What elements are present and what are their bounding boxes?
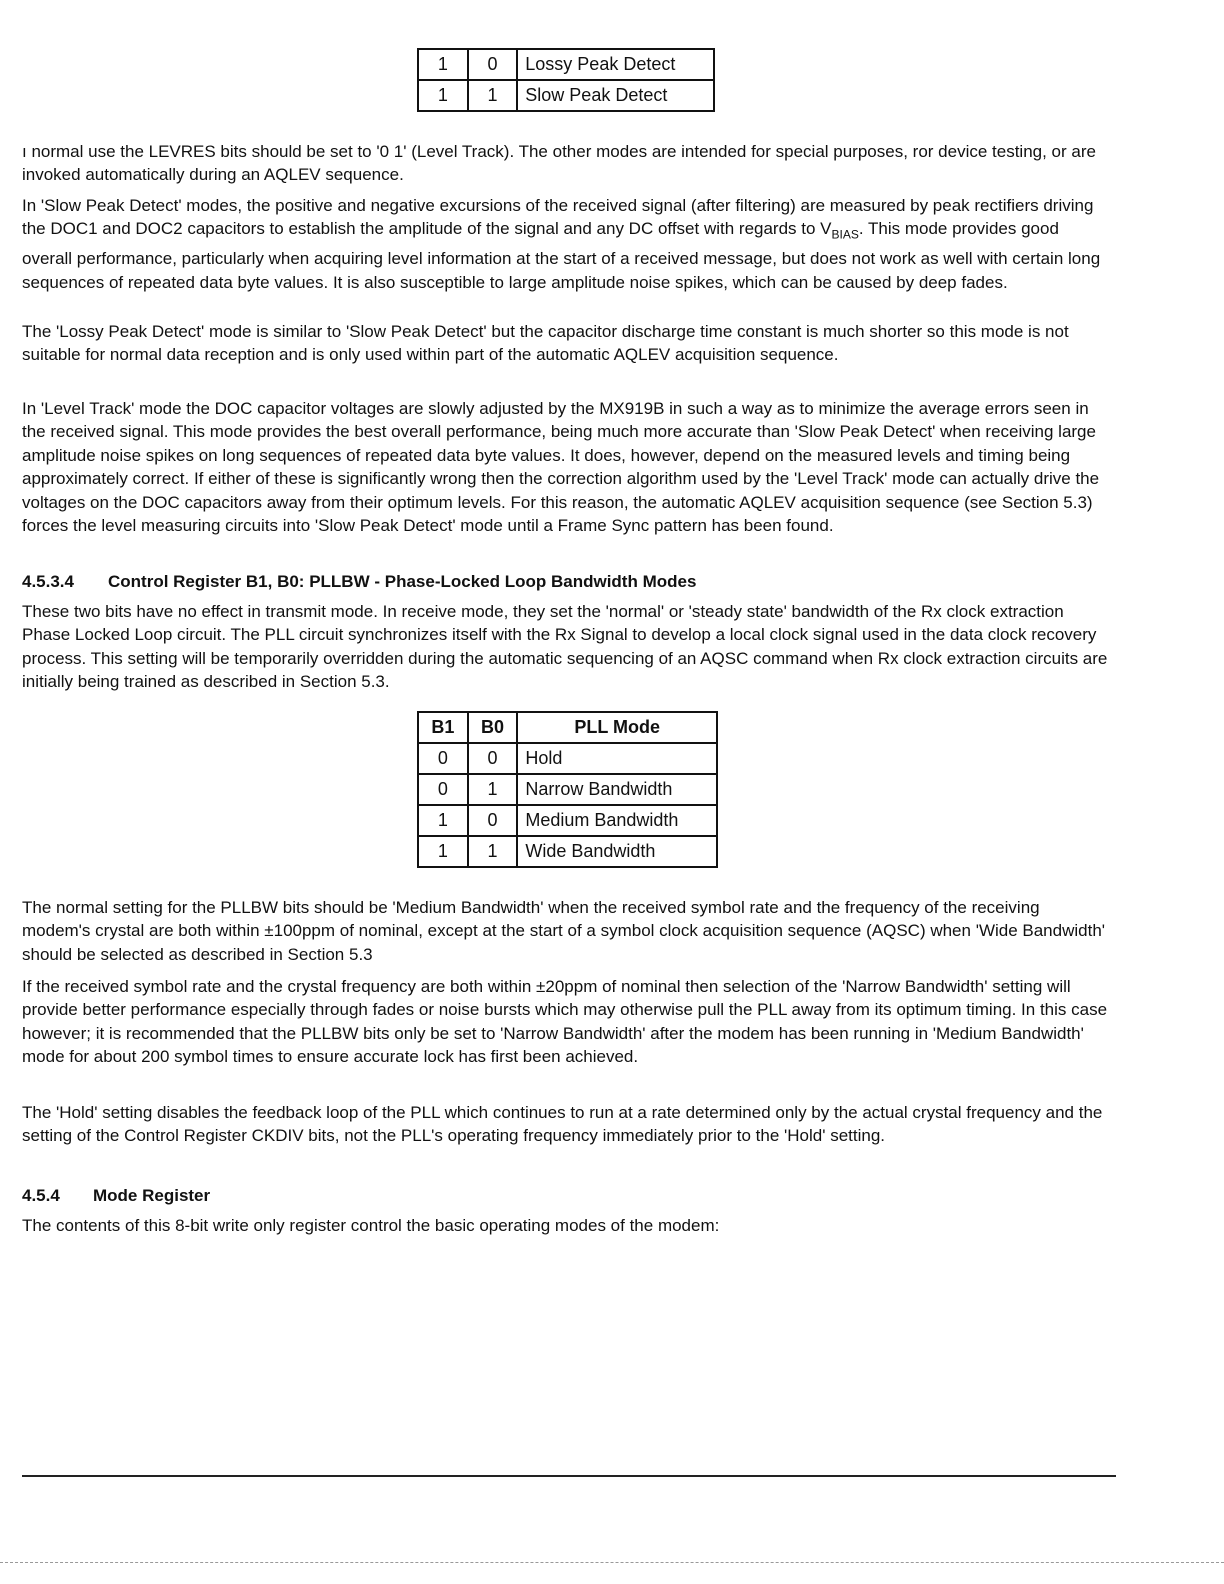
text-before-vbias: In 'Slow Peak Detect' modes, the positive and negative excursions of the received signal (after filtering) are measured by peak rectifiers driving the DOC1 and DOC2 capacitors to establish the amplitude of the signal and any DC offset with regards to V <box>22 196 1094 239</box>
scan-edge-line <box>0 1562 1224 1563</box>
table-row <box>418 80 714 111</box>
table-row <box>418 774 717 805</box>
levres-mode-table <box>417 48 715 112</box>
table-header-row <box>418 712 717 743</box>
paragraph-mode-register: The contents of this 8-bit write only register control the basic operating modes of the modem: <box>22 1216 720 1235</box>
table-row <box>418 743 717 774</box>
bit-0-cell: 0 <box>468 49 518 80</box>
mode-cell: Hold <box>517 743 717 774</box>
paragraph-normal-setting: The normal setting for the PLLBW bits should be 'Medium Bandwidth' when the received symbol rate and the frequency of the receiving modem's crystal are both within ±100ppm of nominal, except at the start of a symbol clock acquisition sequence (AQSC) when 'Wide Bandwidth' should be selected as described in Section 5.3 <box>22 898 1106 964</box>
paragraph-pllbw: These two bits have no effect in transmit mode. In receive mode, they set the 'normal' or 'steady state' bandwidth of the Rx clock extraction Phase Locked Loop circuit. The PLL circuit synchronizes itself with the Rx Signal to develop a local clock signal used in the data clock recovery process. This setting will be temporarily overridden during the automatic sequencing of an AQSC command when Rx clock extraction circuits are initially being trained as described in Section 5.3. <box>22 602 1108 692</box>
bit-1-cell: 1 <box>418 805 468 836</box>
paragraph-levres-usage: ı normal use the LEVRES bits should be set to '0 1' (Level Track). The other modes are intended for special purposes, ror device testing, or are invoked automatically during an AQLEV sequence. <box>22 142 1096 185</box>
column-header-b1: B1 <box>418 712 468 743</box>
pll-mode-table <box>417 711 718 868</box>
mode-cell: Medium Bandwidth <box>517 805 717 836</box>
paragraph-hold-setting: The 'Hold' setting disables the feedback loop of the PLL which continues to run at a rate determined only by the actual crystal frequency and the setting of the Control Register CKDIV bits, not the PLL's operating frequency immediately prior to the 'Hold' setting. <box>22 1103 1103 1146</box>
bit-1-cell: 1 <box>418 49 468 80</box>
paragraph-level-track: In 'Level Track' mode the DOC capacitor voltages are slowly adjusted by the MX919B in such a way as to minimize the average errors seen in the received signal. This mode provides the best overall performance, being much more accurate than 'Slow Peak Detect' when receiving large amplitude noise spikes on long sequences of repeated data byte values. It does, however, depend on the measured levels and timing being approximately correct. If either of these is significantly wrong then the correction algorithm used by the 'Level Track' mode can actually drive the voltages on the DOC capacitors away from their optimum levels. For this reason, the automatic AQLEV acquisition sequence (see Section 5.3) forces the level measuring circuits into 'Slow Peak Detect' mode until a Frame Sync pattern has been found. <box>22 399 1100 536</box>
paragraph-lossy-peak-detect: The 'Lossy Peak Detect' mode is similar to 'Slow Peak Detect' but the capacitor discharge time constant is much shorter so this mode is not suitable for normal data reception and is only used within part of the automatic AQLEV acquisition sequence. <box>22 322 1069 365</box>
mode-cell: Wide Bandwidth <box>517 836 717 867</box>
bit-1-cell: 1 <box>418 80 468 111</box>
section-title: Mode Register <box>93 1186 211 1205</box>
section-heading-4-5-3-4 <box>22 570 696 593</box>
table-row <box>418 805 717 836</box>
page-footer-rule <box>22 1475 1116 1477</box>
bit-0-cell: 0 <box>468 805 518 836</box>
bit-0-cell: 1 <box>468 80 518 111</box>
bit-1-cell: 1 <box>418 836 468 867</box>
bit-1-cell: 0 <box>418 774 468 805</box>
section-title: Control Register B1, B0: PLLBW - Phase-Locked Loop Bandwidth Modes <box>108 572 697 591</box>
mode-cell: Lossy Peak Detect <box>517 49 714 80</box>
table-row <box>418 836 717 867</box>
bit-0-cell: 0 <box>468 743 518 774</box>
text-after-vbias: . This mode provides good overall performance, particularly when acquiring level information at the start of a received message, but does not work as well with certain long sequences of repeated data byte values. It is also susceptible to large amplitude noise spikes, which can be caused by deep fades. <box>22 219 1101 292</box>
column-header-pll-mode: PLL Mode <box>517 712 717 743</box>
bit-1-cell: 0 <box>418 743 468 774</box>
mode-cell: Slow Peak Detect <box>517 80 714 111</box>
paragraph-narrow-bandwidth: If the received symbol rate and the crystal frequency are both within ±20ppm of nominal then selection of the 'Narrow Bandwidth' setting will provide better performance especially through fades or noise bursts which may otherwise pull the PLL away from its optimum timing. In this case however; it is recommended that the PLLBW bits only be set to 'Narrow Bandwidth' after the modem has been running in 'Medium Bandwidth' mode for about 200 symbol times to ensure accurate lock has first been achieved. <box>22 977 1108 1067</box>
table-row <box>418 49 714 80</box>
vbias-subscript: BIAS <box>831 227 859 242</box>
mode-cell: Narrow Bandwidth <box>517 774 717 805</box>
bit-0-cell: 1 <box>468 774 518 805</box>
bit-0-cell: 1 <box>468 836 518 867</box>
column-header-b0: B0 <box>468 712 518 743</box>
section-heading-4-5-4 <box>22 1184 210 1207</box>
section-number: 4.5.4 <box>22 1186 60 1205</box>
paragraph-slow-peak-detect <box>22 194 1110 294</box>
section-number: 4.5.3.4 <box>22 572 74 591</box>
